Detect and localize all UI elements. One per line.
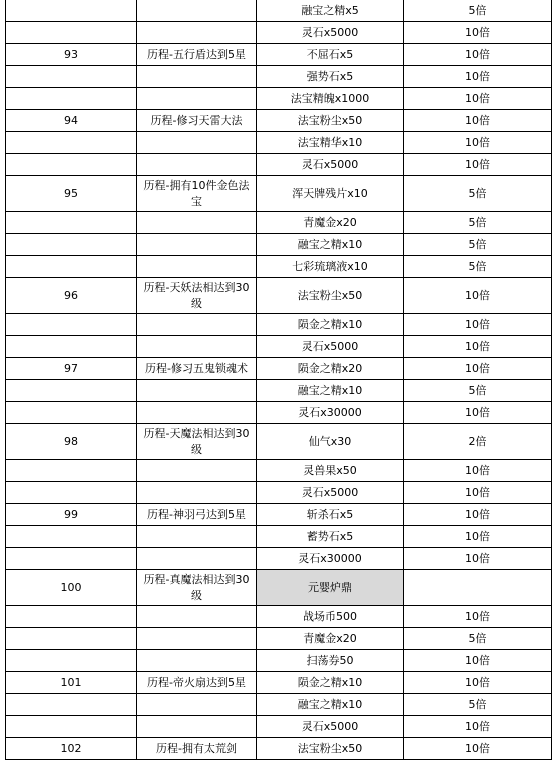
table-row bbox=[6, 628, 552, 650]
reward-item-cell: 融宝之精x10 bbox=[257, 380, 404, 402]
table-row bbox=[6, 424, 552, 460]
row-number-cell bbox=[6, 628, 137, 650]
task-cell bbox=[137, 0, 257, 22]
reward-item-cell: 蓄势石x5 bbox=[257, 526, 404, 548]
multiplier-cell: 10倍 bbox=[404, 606, 552, 628]
multiplier-cell: 10倍 bbox=[404, 110, 552, 132]
multiplier-cell: 10倍 bbox=[404, 460, 552, 482]
row-number-cell: 99 bbox=[6, 504, 137, 526]
table-row bbox=[6, 256, 552, 278]
task-cell bbox=[137, 88, 257, 110]
multiplier-cell: 5倍 bbox=[404, 380, 552, 402]
row-number-cell bbox=[6, 88, 137, 110]
table-row bbox=[6, 0, 552, 22]
table-row bbox=[6, 548, 552, 570]
task-cell bbox=[137, 526, 257, 548]
reward-item-cell: 融宝之精x10 bbox=[257, 234, 404, 256]
reward-item-cell: 浑天牌残片x10 bbox=[257, 176, 404, 212]
row-number-cell bbox=[6, 548, 137, 570]
multiplier-cell: 10倍 bbox=[404, 358, 552, 380]
task-cell: 历程-天妖法相达到30级 bbox=[137, 278, 257, 314]
row-number-cell: 101 bbox=[6, 672, 137, 694]
task-cell bbox=[137, 132, 257, 154]
table-row bbox=[6, 212, 552, 234]
task-cell bbox=[137, 628, 257, 650]
multiplier-cell: 10倍 bbox=[404, 22, 552, 44]
table-row bbox=[6, 570, 552, 606]
multiplier-cell: 10倍 bbox=[404, 88, 552, 110]
reward-item-cell: 法宝粉尘x50 bbox=[257, 278, 404, 314]
row-number-cell bbox=[6, 380, 137, 402]
task-cell: 历程-帝火扇达到5星 bbox=[137, 672, 257, 694]
multiplier-cell: 10倍 bbox=[404, 482, 552, 504]
task-cell: 历程-神羽弓达到5星 bbox=[137, 504, 257, 526]
multiplier-cell: 10倍 bbox=[404, 278, 552, 314]
reward-item-cell: 强势石x5 bbox=[257, 66, 404, 88]
row-number-cell: 102 bbox=[6, 738, 137, 760]
reward-item-cell: 灵石x5000 bbox=[257, 154, 404, 176]
multiplier-cell: 10倍 bbox=[404, 44, 552, 66]
reward-item-cell: 灵兽果x50 bbox=[257, 460, 404, 482]
row-number-cell bbox=[6, 336, 137, 358]
row-number-cell bbox=[6, 256, 137, 278]
row-number-cell bbox=[6, 0, 137, 22]
table-row bbox=[6, 176, 552, 212]
reward-item-cell: 法宝粉尘x50 bbox=[257, 110, 404, 132]
task-cell bbox=[137, 256, 257, 278]
reward-item-cell: 战场币500 bbox=[257, 606, 404, 628]
task-cell: 历程-修习天雷大法 bbox=[137, 110, 257, 132]
reward-item-cell: 扫荡券50 bbox=[257, 650, 404, 672]
reward-item-cell: 陨金之精x10 bbox=[257, 314, 404, 336]
reward-item-cell: 灵石x5000 bbox=[257, 716, 404, 738]
table-row bbox=[6, 336, 552, 358]
reward-item-cell: 陨金之精x20 bbox=[257, 358, 404, 380]
reward-item-cell: 灵石x5000 bbox=[257, 336, 404, 358]
task-cell bbox=[137, 716, 257, 738]
reward-item-cell: 青魔金x20 bbox=[257, 212, 404, 234]
reward-item-cell: 七彩琉璃液x10 bbox=[257, 256, 404, 278]
table-row bbox=[6, 504, 552, 526]
row-number-cell bbox=[6, 212, 137, 234]
reward-item-cell: 元婴炉鼎 bbox=[257, 570, 404, 606]
task-cell: 历程-五行盾达到5星 bbox=[137, 44, 257, 66]
multiplier-cell: 5倍 bbox=[404, 256, 552, 278]
table-row bbox=[6, 650, 552, 672]
reward-item-cell: 融宝之精x10 bbox=[257, 694, 404, 716]
table-row bbox=[6, 358, 552, 380]
multiplier-cell: 10倍 bbox=[404, 336, 552, 358]
multiplier-cell: 10倍 bbox=[404, 672, 552, 694]
multiplier-cell: 10倍 bbox=[404, 526, 552, 548]
row-number-cell bbox=[6, 22, 137, 44]
multiplier-cell: 5倍 bbox=[404, 234, 552, 256]
table-row bbox=[6, 88, 552, 110]
multiplier-cell: 10倍 bbox=[404, 154, 552, 176]
reward-item-cell: 灵石x30000 bbox=[257, 548, 404, 570]
multiplier-cell bbox=[404, 570, 552, 606]
task-cell: 历程-拥有太荒剑 bbox=[137, 738, 257, 760]
multiplier-cell: 10倍 bbox=[404, 132, 552, 154]
row-number-cell bbox=[6, 154, 137, 176]
reward-item-cell: 融宝之精x5 bbox=[257, 0, 404, 22]
reward-item-cell: 青魔金x20 bbox=[257, 628, 404, 650]
multiplier-cell: 5倍 bbox=[404, 694, 552, 716]
table-row bbox=[6, 110, 552, 132]
task-cell bbox=[137, 66, 257, 88]
multiplier-cell: 10倍 bbox=[404, 66, 552, 88]
reward-table-body bbox=[6, 0, 552, 760]
table-row bbox=[6, 22, 552, 44]
multiplier-cell: 5倍 bbox=[404, 212, 552, 234]
task-cell bbox=[137, 460, 257, 482]
task-cell bbox=[137, 650, 257, 672]
reward-item-cell: 灵石x30000 bbox=[257, 402, 404, 424]
table-row bbox=[6, 716, 552, 738]
table-row bbox=[6, 402, 552, 424]
table-row bbox=[6, 132, 552, 154]
task-cell bbox=[137, 402, 257, 424]
task-cell bbox=[137, 482, 257, 504]
table-row bbox=[6, 278, 552, 314]
multiplier-cell: 10倍 bbox=[404, 716, 552, 738]
table-row bbox=[6, 234, 552, 256]
multiplier-cell: 5倍 bbox=[404, 628, 552, 650]
reward-item-cell: 灵石x5000 bbox=[257, 482, 404, 504]
multiplier-cell: 10倍 bbox=[404, 548, 552, 570]
row-number-cell bbox=[6, 66, 137, 88]
table-row bbox=[6, 314, 552, 336]
task-cell bbox=[137, 380, 257, 402]
row-number-cell bbox=[6, 132, 137, 154]
table-row bbox=[6, 672, 552, 694]
task-cell bbox=[137, 548, 257, 570]
task-cell bbox=[137, 212, 257, 234]
multiplier-cell: 5倍 bbox=[404, 176, 552, 212]
row-number-cell: 98 bbox=[6, 424, 137, 460]
task-cell: 历程-天魔法相达到30级 bbox=[137, 424, 257, 460]
reward-item-cell: 灵石x5000 bbox=[257, 22, 404, 44]
task-cell bbox=[137, 154, 257, 176]
row-number-cell: 97 bbox=[6, 358, 137, 380]
multiplier-cell: 10倍 bbox=[404, 402, 552, 424]
multiplier-cell: 2倍 bbox=[404, 424, 552, 460]
reward-item-cell: 斩杀石x5 bbox=[257, 504, 404, 526]
multiplier-cell: 10倍 bbox=[404, 650, 552, 672]
row-number-cell bbox=[6, 694, 137, 716]
row-number-cell bbox=[6, 314, 137, 336]
table-row bbox=[6, 738, 552, 760]
reward-item-cell: 法宝精魄x1000 bbox=[257, 88, 404, 110]
table-row bbox=[6, 606, 552, 628]
table-row bbox=[6, 482, 552, 504]
reward-item-cell: 不屈石x5 bbox=[257, 44, 404, 66]
row-number-cell: 94 bbox=[6, 110, 137, 132]
reward-item-cell: 陨金之精x10 bbox=[257, 672, 404, 694]
row-number-cell: 100 bbox=[6, 570, 137, 606]
row-number-cell: 96 bbox=[6, 278, 137, 314]
table-row bbox=[6, 526, 552, 548]
reward-item-cell: 法宝粉尘x50 bbox=[257, 738, 404, 760]
table-row bbox=[6, 380, 552, 402]
row-number-cell bbox=[6, 234, 137, 256]
table-row bbox=[6, 694, 552, 716]
row-number-cell bbox=[6, 482, 137, 504]
row-number-cell bbox=[6, 606, 137, 628]
row-number-cell bbox=[6, 650, 137, 672]
reward-item-cell: 仙气x30 bbox=[257, 424, 404, 460]
multiplier-cell: 10倍 bbox=[404, 504, 552, 526]
task-cell: 历程-真魔法相达到30级 bbox=[137, 570, 257, 606]
row-number-cell bbox=[6, 402, 137, 424]
table-row bbox=[6, 460, 552, 482]
row-number-cell bbox=[6, 716, 137, 738]
task-cell bbox=[137, 606, 257, 628]
task-cell bbox=[137, 336, 257, 358]
reward-item-cell: 法宝精华x10 bbox=[257, 132, 404, 154]
reward-table bbox=[5, 0, 552, 760]
multiplier-cell: 10倍 bbox=[404, 314, 552, 336]
task-cell bbox=[137, 314, 257, 336]
task-cell: 历程-拥有10件金色法宝 bbox=[137, 176, 257, 212]
table-row bbox=[6, 154, 552, 176]
row-number-cell: 95 bbox=[6, 176, 137, 212]
task-cell bbox=[137, 234, 257, 256]
row-number-cell bbox=[6, 460, 137, 482]
row-number-cell bbox=[6, 526, 137, 548]
task-cell bbox=[137, 694, 257, 716]
task-cell bbox=[137, 22, 257, 44]
table-row bbox=[6, 66, 552, 88]
row-number-cell: 93 bbox=[6, 44, 137, 66]
multiplier-cell: 10倍 bbox=[404, 738, 552, 760]
task-cell: 历程-修习五鬼锁魂术 bbox=[137, 358, 257, 380]
multiplier-cell: 5倍 bbox=[404, 0, 552, 22]
table-row bbox=[6, 44, 552, 66]
